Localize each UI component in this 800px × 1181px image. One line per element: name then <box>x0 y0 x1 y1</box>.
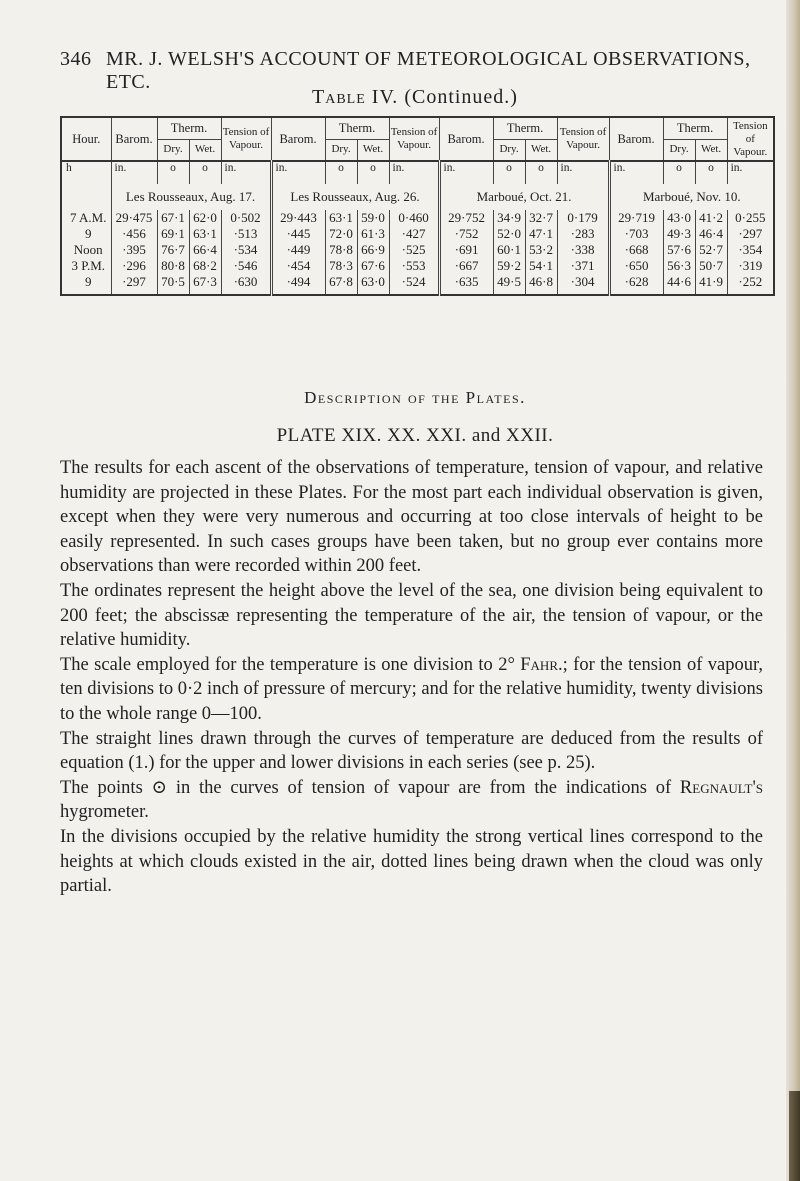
unit-barom: in. <box>271 161 325 184</box>
unit-wet: o <box>695 161 727 184</box>
unit-tension: in. <box>221 161 271 184</box>
hour-cell: 9 <box>85 226 92 241</box>
dry-header: Dry. <box>663 139 695 161</box>
therm-header: Therm. <box>157 117 221 139</box>
paragraph-straight-lines: The straight lines drawn through the curves of temperature are deduced from the results of equation (1.) for the upper and lower divisions in each series (see p. 25). <box>60 728 763 774</box>
barom-header: Barom. <box>609 117 663 161</box>
barom-cell: ·628 <box>609 274 663 295</box>
tension-cell: ·534 <box>221 242 271 258</box>
wet-cell: 50·7 <box>695 258 727 274</box>
dry-cell: 59·2 <box>493 258 525 274</box>
tension-cell: ·283 <box>557 226 609 242</box>
barom-header: Barom. <box>439 117 493 161</box>
wet-cell: 68·2 <box>189 258 221 274</box>
station-label: Marboué, Oct. 21. <box>439 184 609 210</box>
hour-cell: Noon <box>73 242 103 257</box>
paragraph-scale <box>60 653 763 727</box>
wet-cell: 47·1 <box>525 226 557 242</box>
dry-cell: 60·1 <box>493 242 525 258</box>
dry-cell: 52·0 <box>493 226 525 242</box>
paragraph-ordinates: The ordinates represent the height above the level of the sea, one division being equivalent to 200 feet; the abscissæ representing the temperature of the air, the tension of vapour, or the relative humidity. <box>60 580 763 651</box>
dry-cell: 78·8 <box>325 242 357 258</box>
barom-cell: ·454 <box>271 258 325 274</box>
table-title <box>60 86 770 109</box>
barom-cell: ·494 <box>271 274 325 295</box>
barom-cell: ·297 <box>111 274 157 295</box>
wet-cell: 59·0 <box>357 210 389 226</box>
tension-cell: ·319 <box>727 258 774 274</box>
tension-cell: ·338 <box>557 242 609 258</box>
unit-barom: in. <box>111 161 157 184</box>
barom-cell: ·296 <box>111 258 157 274</box>
tension-cell: 0·255 <box>727 210 774 226</box>
page-edge-shadow <box>786 0 800 1181</box>
wet-cell: 41·9 <box>695 274 727 295</box>
dry-cell: 78·3 <box>325 258 357 274</box>
tension-cell: ·524 <box>389 274 439 295</box>
dry-cell: 76·7 <box>157 242 189 258</box>
table-row <box>61 242 774 258</box>
tension-cell: ·546 <box>221 258 271 274</box>
table-label: Table IV. <box>312 86 399 108</box>
tension-cell: ·630 <box>221 274 271 295</box>
scale-text-b: ; for the tension of vapour, ten divisions to 0·2 inch of pressure of mercury; and for the relative humidity, twenty divisions to the whole range 0—100. <box>60 654 764 724</box>
wet-cell: 63·0 <box>357 274 389 295</box>
wet-header: Wet. <box>357 139 389 161</box>
tension-cell: ·371 <box>557 258 609 274</box>
unit-dry: o <box>493 161 525 184</box>
points-text-b: hygrometer. <box>60 802 149 823</box>
tension-cell: ·304 <box>557 274 609 295</box>
table-row <box>61 274 774 295</box>
therm-header: Therm. <box>663 117 727 139</box>
tension-cell: 0·460 <box>389 210 439 226</box>
wet-cell: 54·1 <box>525 258 557 274</box>
wet-cell: 41·2 <box>695 210 727 226</box>
table-row <box>61 258 774 274</box>
unit-tension: in. <box>389 161 439 184</box>
scale-text-a: The scale employed for the temperature is one division to 2° <box>60 654 515 675</box>
tension-cell: 0·502 <box>221 210 271 226</box>
unit-wet: o <box>525 161 557 184</box>
tension-header: Tension of Vapour. <box>221 117 271 161</box>
dry-header: Dry. <box>157 139 189 161</box>
wet-cell: 66·9 <box>357 242 389 258</box>
tension-cell: ·297 <box>727 226 774 242</box>
dry-cell: 70·5 <box>157 274 189 295</box>
observations-table <box>60 116 775 296</box>
dry-cell: 56·3 <box>663 258 695 274</box>
therm-header: Therm. <box>325 117 389 139</box>
dry-cell: 80·8 <box>157 258 189 274</box>
wet-cell: 46·4 <box>695 226 727 242</box>
points-text-a: The points ⊙ in the curves of tension of vapour are from the indications of <box>60 777 672 798</box>
wet-cell: 52·7 <box>695 242 727 258</box>
barom-cell: ·456 <box>111 226 157 242</box>
dry-cell: 34·9 <box>493 210 525 226</box>
station-label: Les Rousseaux, Aug. 17. <box>111 184 271 210</box>
barom-cell: 29·752 <box>439 210 493 226</box>
page-edge-dark-corner <box>789 1091 800 1181</box>
paragraph-results: The results for each ascent of the observations of temperature, tension of vapour, and relative humidity are projected in these Plates. For the most part each individual observation is given, except when they were very numerous and occurring at too close intervals of height to be easily represented. In such cases groups have been taken, but no group ever contains more observations than were recorded within 200 feet. <box>60 458 763 577</box>
fahr-abbrev: Fahr. <box>520 654 563 675</box>
wet-cell: 67·3 <box>189 274 221 295</box>
plate-heading: PLATE XIX. XX. XXI. and XXII. <box>276 425 554 446</box>
page-number: 346 <box>60 48 92 70</box>
table-continued: (Continued.) <box>404 86 518 108</box>
dry-cell: 44·6 <box>663 274 695 295</box>
body-text <box>60 456 763 899</box>
dry-cell: 69·1 <box>157 226 189 242</box>
station-label: Les Rousseaux, Aug. 26. <box>271 184 439 210</box>
station-spacer <box>61 184 111 210</box>
tension-cell: 0·179 <box>557 210 609 226</box>
barom-cell: ·650 <box>609 258 663 274</box>
tension-cell: ·553 <box>389 258 439 274</box>
wet-header: Wet. <box>695 139 727 161</box>
barom-cell: 29·719 <box>609 210 663 226</box>
dry-cell: 57·6 <box>663 242 695 258</box>
tension-header: Tension of Vapour. <box>727 117 774 161</box>
tension-cell: ·427 <box>389 226 439 242</box>
unit-dry: o <box>663 161 695 184</box>
tension-header: Tension of Vapour. <box>389 117 439 161</box>
barom-cell: ·445 <box>271 226 325 242</box>
dry-header: Dry. <box>325 139 357 161</box>
barom-cell: 29·475 <box>111 210 157 226</box>
dry-cell: 43·0 <box>663 210 695 226</box>
hour-header: Hour. <box>61 117 111 161</box>
dry-cell: 67·8 <box>325 274 357 295</box>
dry-cell: 49·5 <box>493 274 525 295</box>
barom-cell: ·635 <box>439 274 493 295</box>
barom-cell: ·667 <box>439 258 493 274</box>
wet-header: Wet. <box>189 139 221 161</box>
tension-cell: ·252 <box>727 274 774 295</box>
unit-tension: in. <box>727 161 774 184</box>
wet-cell: 46·8 <box>525 274 557 295</box>
unit-wet: o <box>189 161 221 184</box>
unit-hour: h <box>61 161 111 184</box>
description-heading: Description of the Plates. <box>304 388 526 407</box>
dry-cell: 67·1 <box>157 210 189 226</box>
barom-header: Barom. <box>111 117 157 161</box>
tension-cell: ·354 <box>727 242 774 258</box>
unit-barom: in. <box>609 161 663 184</box>
wet-cell: 67·6 <box>357 258 389 274</box>
table-row <box>61 226 774 242</box>
unit-tension: in. <box>557 161 609 184</box>
table-row <box>61 210 774 226</box>
tension-header: Tension of Vapour. <box>557 117 609 161</box>
therm-header: Therm. <box>493 117 557 139</box>
unit-wet: o <box>357 161 389 184</box>
unit-barom: in. <box>439 161 493 184</box>
barom-cell: ·668 <box>609 242 663 258</box>
dry-header: Dry. <box>493 139 525 161</box>
barom-cell: ·752 <box>439 226 493 242</box>
dry-cell: 72·0 <box>325 226 357 242</box>
tension-cell: ·513 <box>221 226 271 242</box>
hour-cell: 3 P.M. <box>71 258 106 273</box>
barom-cell: ·395 <box>111 242 157 258</box>
hour-cell: 9 <box>85 274 92 289</box>
wet-cell: 32·7 <box>525 210 557 226</box>
dry-cell: 63·1 <box>325 210 357 226</box>
barom-cell: ·449 <box>271 242 325 258</box>
wet-cell: 53·2 <box>525 242 557 258</box>
running-head-title: MR. J. WELSH'S ACCOUNT OF METEOROLOGICAL OBSERVATIONS, ETC. <box>106 48 751 93</box>
tension-cell: ·525 <box>389 242 439 258</box>
wet-cell: 63·1 <box>189 226 221 242</box>
barom-cell: 29·443 <box>271 210 325 226</box>
dry-cell: 49·3 <box>663 226 695 242</box>
paragraph-clouds: In the divisions occupied by the relative humidity the strong vertical lines correspond to the heights at which clouds existed in the air, dotted lines being drawn when the cloud was only partial. <box>60 826 763 897</box>
wet-cell: 66·4 <box>189 242 221 258</box>
wet-cell: 61·3 <box>357 226 389 242</box>
unit-dry: o <box>157 161 189 184</box>
barom-cell: ·691 <box>439 242 493 258</box>
barom-header: Barom. <box>271 117 325 161</box>
paragraph-points <box>60 776 763 825</box>
hour-cell: 7 A.M. <box>70 210 107 225</box>
barom-cell: ·703 <box>609 226 663 242</box>
wet-cell: 62·0 <box>189 210 221 226</box>
regnault-name: Regnault's <box>679 777 764 798</box>
station-label: Marboué, Nov. 10. <box>609 184 774 210</box>
wet-header: Wet. <box>525 139 557 161</box>
unit-dry: o <box>325 161 357 184</box>
